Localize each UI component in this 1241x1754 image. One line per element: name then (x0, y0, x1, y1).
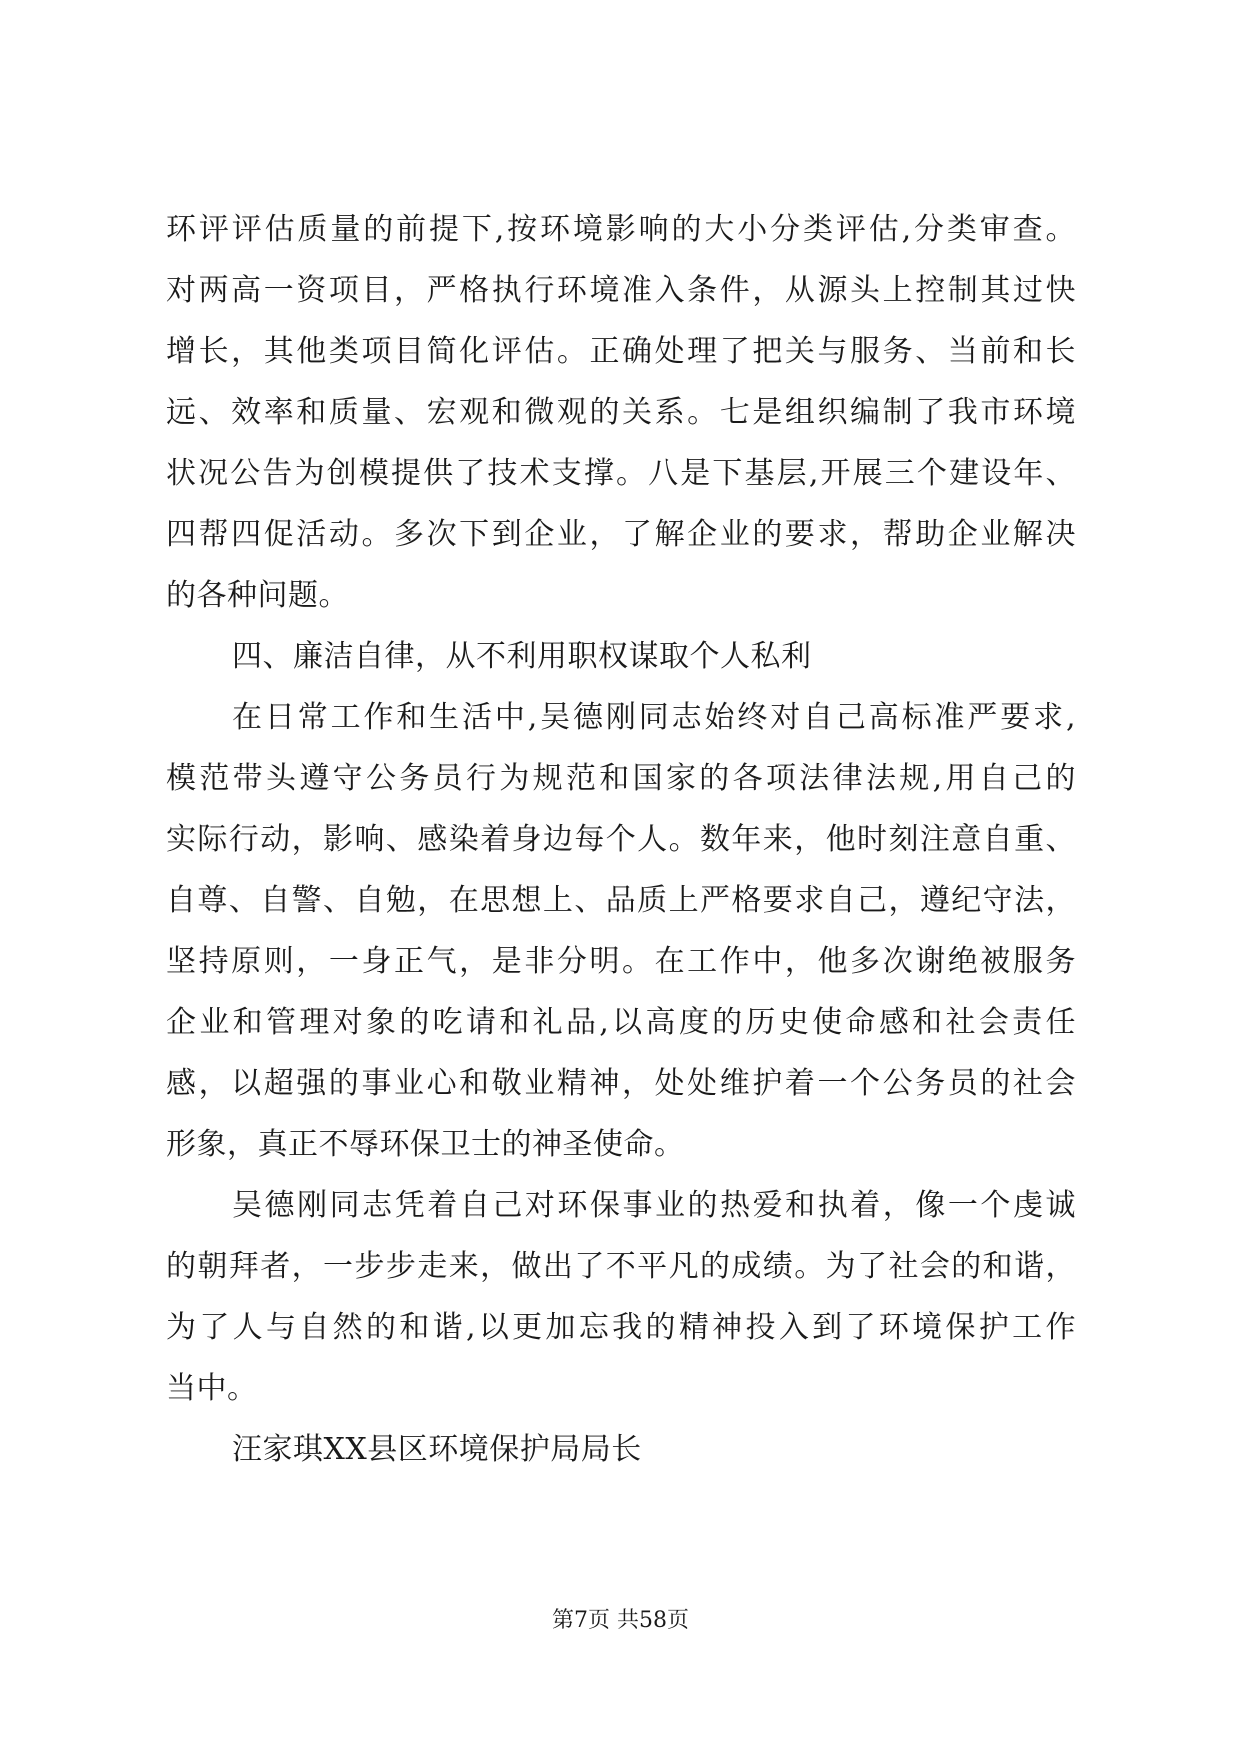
text-line: 模范带头遵守公务员行为规范和国家的各项法律法规,用自己的 (166, 761, 1076, 796)
text-line: 四帮四促活动。多次下到企业，了解企业的要求，帮助企业解决 (166, 517, 1076, 552)
text-line: 增长，其他类项目简化评估。正确处理了把关与服务、当前和长 (166, 334, 1076, 369)
text-line: 的各种问题。 (166, 578, 349, 613)
text-line: 对两高一资项目，严格执行环境准入条件，从源头上控制其过快 (166, 273, 1076, 308)
text-line: 环评评估质量的前提下,按环境影响的大小分类评估,分类审查。 (166, 212, 1076, 247)
text-line: 坚持原则，一身正气，是非分明。在工作中，他多次谢绝被服务 (166, 944, 1076, 979)
document-body (166, 199, 1076, 1480)
text-line: 吴德刚同志凭着自己对环保事业的热爱和执着，像一个虔诚 (232, 1188, 1076, 1223)
section-heading: 四、廉洁自律，从不利用职权谋取个人私利 (232, 639, 812, 674)
text-line: 感，以超强的事业心和敬业精神，处处维护着一个公务员的社会 (166, 1066, 1076, 1101)
text-line: 的朝拜者，一步步走来，做出了不平凡的成绩。为了社会的和谐， (166, 1249, 1076, 1284)
text-line: 自尊、自警、自勉，在思想上、品质上严格要求自己，遵纪守法， (166, 883, 1076, 918)
text-line: 远、效率和质量、宏观和微观的关系。七是组织编制了我市环境 (166, 395, 1076, 430)
text-line: 在日常工作和生活中,吴德刚同志始终对自己高标准严要求, (232, 700, 1076, 735)
page-number-footer: 第7页 共58页 (552, 1608, 689, 1633)
signature-line: 汪家琪XX县区环境保护局局长 (232, 1432, 642, 1467)
text-line: 为了人与自然的和谐,以更加忘我的精神投入到了环境保护工作 (166, 1310, 1076, 1345)
text-line: 当中。 (166, 1371, 258, 1406)
text-line: 状况公告为创模提供了技术支撑。八是下基层,开展三个建设年、 (166, 456, 1076, 491)
text-line: 企业和管理对象的吃请和礼品,以高度的历史使命感和社会责任 (166, 1005, 1076, 1040)
text-line: 实际行动，影响、感染着身边每个人。数年来，他时刻注意自重、 (166, 822, 1076, 857)
text-line: 形象，真正不辱环保卫士的神圣使命。 (166, 1127, 685, 1162)
